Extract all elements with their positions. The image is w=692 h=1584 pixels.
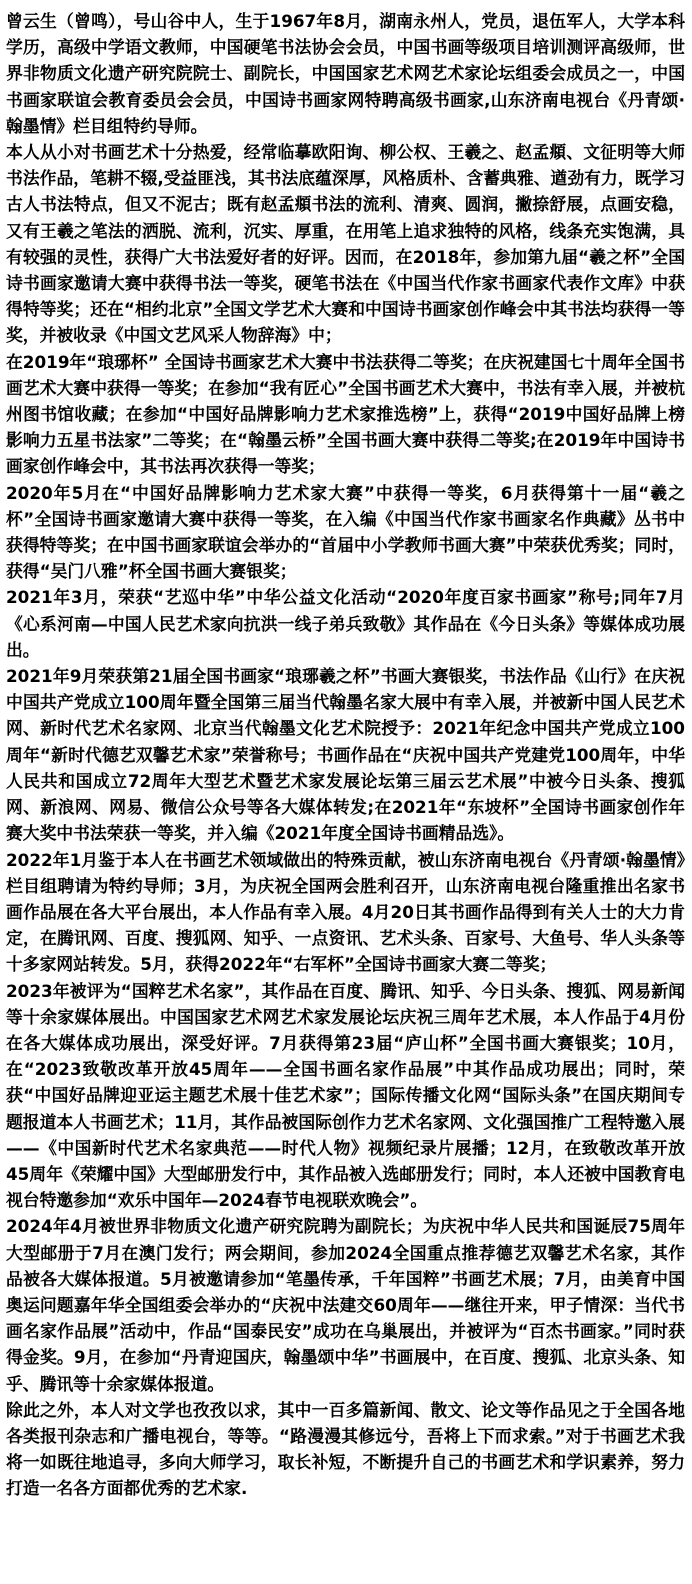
paragraph-2019-awards: 在2019年“琅琊杯” 全国诗书画家艺术大赛中书法获得二等奖；在庆祝建国七十周年全国书画艺术大赛中获得一等奖；在参加“我有匠心”全国书画艺术大赛中，书法有幸入展，并被杭州图书馆收藏；在参加“中国好品牌影响力艺术家推选榜”上，获得“2019中国好品牌上榜影响力五星书法家”二等奖；在“翰墨云桥”全国书画大赛中获得二等奖;在2019年中国诗书画家创作峰会中，其书法再次获得一等奖； bbox=[6, 351, 685, 477]
paragraph-2024: 2024年4月被世界非物质文化遗产研究院聘为副院长；为庆祝中华人民共和国诞辰75周年大型邮册于7月在澳门发行；两会期间，参加2024全国重点推荐德艺双馨艺术名家，其作品被各大媒体报道。5月被邀请参加“笔墨传承，千年国粹”书画艺术展；7月，由美育中国奥运问题嘉年华全国组委会举办的“庆祝中法建交60周年——继往开来，甲子情深：当代书画名家作品展”活动中，作品“国泰民安”成功在乌巢展出，并被评为“百杰书画家。”同时获得金奖。9月，在参加“丹青迎国庆，翰墨颂中华”书画展中，在百度、搜狐、北京头条、知乎、腾讯等十余家媒体报道。 bbox=[6, 1216, 685, 1394]
paragraph-intro: 曾云生（曾鸣），号山谷中人，生于1967年8月，湖南永州人，党员，退伍军人，大学本科学历，高级中学语文教师，中国硬笔书法协会会员，中国书画等级项目培训测评高级师，世界非物质文化遗产研究院院士、副院长，中国国家艺术网艺术家论坛组委会成员之一，中国书画家联谊会教育委员会会员，中国诗书画家网特聘高级书画家,山东济南电视台《丹青颂·翰墨情》栏目组特约导师。 bbox=[6, 11, 685, 136]
paragraph-2021-september: 2021年9月荣获第21届全国书画家“琅琊羲之杯”书画大赛银奖，书法作品《山行》在庆祝中国共产党成立100周年暨全国第三届当代翰墨名家大展中有幸入展，并被新中国人民艺术网、新时代艺术名家网、北京当代翰墨文化艺术院授予：2021年纪念中国共产党成立100周年“新时代德艺双馨艺术家”荣誉称号；书画作品在“庆祝中国共产党建党100周年，中华人民共和国成立72周年大型艺术暨艺术家发展论坛第三届云艺术展”中被今日头条、搜狐网、新浪网、网易、微信公众号等各大媒体转发;在2021年“东坡杯”全国诗书画家创作年赛大奖中书法荣获一等奖，并入编《2021年度全国诗书画精品选》。 bbox=[6, 666, 685, 844]
paragraph-calligraphy-style: 本人从小对书画艺术十分热爱，经常临摹欧阳询、柳公权、王羲之、赵孟頫、文征明等大师书法作品，笔耕不辍,受益匪浅，其书法底蕴深厚，风格质朴、含蓄典雅、遒劲有力，既学习古人书法特点，但又不泥古；既有赵孟頫书法的流利、清爽、圆润，撇捺舒展，点画安稳，又有王羲之笔法的洒脱、流利，沉实、厚重，在用笔上追求独特的风格，线条充实饱满，具有较强的灵性，获得广大书法爱好者的好评。因而，在2018年，参加第九届“羲之杯”全国诗书画家邀请大赛中获得书法一等奖，硬笔书法在《中国当代作家书画家代表作文库》中获得特等奖；还在“相约北京”全国文学艺术大赛和中国诗书画家创作峰会中其书法均获得一等奖，并被收录《中国文艺风采人物辞海》中； bbox=[6, 142, 685, 346]
paragraph-2021-march: 2021年3月，荣获“艺巡中华”中华公益文化活动“2020年度百家书画家”称号;同年7月《心系河南—中国人民艺术家向抗洪一线子弟兵致敬》其作品在《今日头条》等媒体成功展出。 bbox=[6, 587, 685, 660]
paragraph-2022: 2022年1月鉴于本人在书画艺术领域做出的特殊贡献，被山东济南电视台《丹青颂·翰墨情》栏目组聘请为特约导师；3月，为庆祝全国两会胜利召开，山东济南电视台隆重推出名家书画作品展在各大平台展出，本人作品有幸入展。4月20日其书画作品得到有关人士的大力肯定，在腾讯网、百度、搜狐网、知乎、一点资讯、艺术头条、百家号、大鱼号、华人头条等十多家网站转发。5月，获得2022年“右军杯”全国诗书画家大赛二等奖； bbox=[6, 849, 685, 975]
paragraph-2023: 2023年被评为“国粹艺术名家”，其作品在百度、腾讯、知乎、今日头条、搜狐、网易新闻等十余家媒体展出。中国国家艺术网艺术家发展论坛庆祝三周年艺术展，本人作品于4月份在各大媒体成功展出，深受好评。7月获得第23届“庐山杯”全国书画大赛银奖；10月，在“2023致敬改革开放45周年——全国书画名家作品展”中其作品成功展出；同时，荣获“中国好品牌迎亚运主题艺术展十佳艺术家”；国际传播文化网“国际头条”在国庆期间专题报道本人书画艺术；11月，其作品被国际创作力艺术名家网、文化强国推广工程特邀入展——《中国新时代艺术名家典范——时代人物》视频纪录片展播；12月，在致敬改革开放45周年《荣耀中国》大型邮册发行中，其作品被入选邮册发行；同时，本人还被中国教育电视台特邀参加“欢乐中国年—2024春节电视联欢晚会”。 bbox=[6, 980, 685, 1211]
paragraph-2020-awards: 2020年5月在“中国好品牌影响力艺术家大赛”中获得一等奖，6月获得第十一届“羲之杯”全国诗书画家邀请大赛中获得一等奖，在入编《中国当代作家书画家名作典藏》丛书中获得特等奖；在中国书画家联谊会举办的“首届中小学教师书画大赛”中荣获优秀奖；同时，获得“吴门八雅”杯全国书画大赛银奖； bbox=[6, 482, 685, 582]
paragraph-closing: 除此之外，本人对文学也孜孜以求，其中一百多篇新闻、散文、论文等作品见之于全国各地各类报刊杂志和广播电视台，等等。“路漫漫其修远兮，吾将上下而求索。”对于书画艺术我将一如既往地追寻，多向大师学习，取长补短，不断提升自己的书画艺术和学识素养，努力打造一名各方面都优秀的艺术家. bbox=[6, 1399, 685, 1499]
